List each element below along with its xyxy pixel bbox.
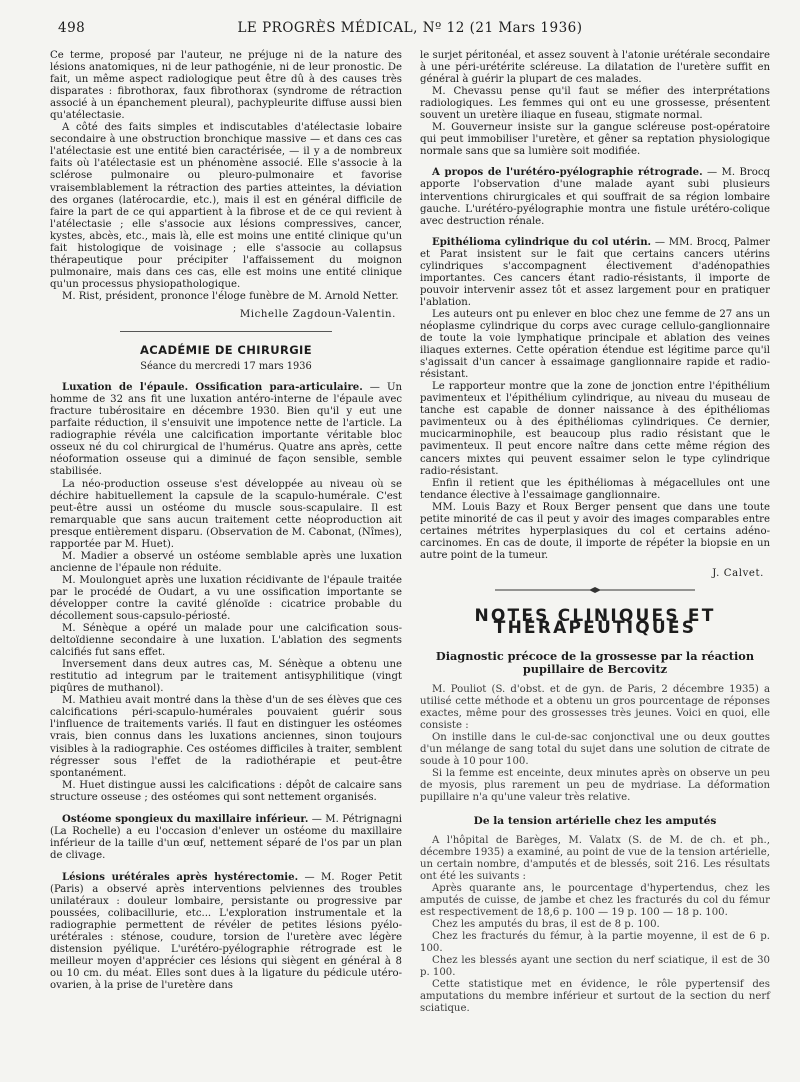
paragraph: M. Rist, président, prononce l'éloge funèbre de M. Arnold Netter.	[62, 290, 399, 302]
paragraph: A l'hôpital de Barèges, M. Valatx (S. de M. de ch. et ph., décembre 1935) a examiné, au point de vue de la tension artérielle, un certain nombre, d'amputés et de blessés, soit 216. Les résultats ont été les suivants :	[420, 834, 770, 882]
article-title: Lésions urétérales après hystérectomie.	[62, 870, 299, 883]
paragraph: M. Madier a observé un ostéome semblable après une luxation ancienne de l'épaule non réduite.	[50, 550, 402, 574]
article-paragraph	[50, 381, 402, 478]
note-title: Diagnostic précoce de la grossesse par la réaction pupillaire de Bercovitz	[435, 649, 755, 677]
paragraph: M. Pouliot (S. d'obst. et de gyn. de Paris, 2 décembre 1935) a utilisé cette méthode et a obtenu un gros pourcentage de réponses exactes, même pour des grossesses très jeunes. Voici en quoi, elle consiste :	[420, 684, 770, 732]
journal-title: LE PROGRÈS MÉDICAL, Nº 12 (21 Mars 1936)	[237, 20, 583, 36]
paragraph: le surjet péritonéal, et assez souvent à l'atonie urétérale secondaire à une péri-urétérite scléreuse. La dilatation de l'uretère suffit en général à guérir la plupart de ces malades.	[420, 50, 770, 86]
author-signature: J. Calvet.	[712, 567, 764, 579]
article-title: Ostéome spongieux du maxillaire inférieur.	[62, 812, 309, 825]
article-title: Luxation de l'épaule. Ossification para-articulaire.	[62, 381, 363, 394]
paragraph: Si la femme est enceinte, deux minutes après on observe un peu de myosis, plus rarement un peu de mydriase. La déformation pupillaire n'a qu'une valeur très relative.	[420, 768, 770, 804]
paragraph: Cette statistique met en évidence, le rôle pypertensif des amputations du membre inférieur et surtout de la section du nerf sciatique.	[420, 979, 770, 1015]
section-title: ACADÉMIE DE CHIRURGIE	[140, 343, 312, 358]
article-title: A propos de l'urétéro-pyélographie rétrograde.	[432, 166, 703, 179]
note-title: De la tension artérielle chez les amputés	[473, 814, 717, 827]
paragraph: Après quarante ans, le pourcentage d'hypertendus, chez les amputés de cuisse, de jambe et chez les fracturés du col du fémur est respectivement de 18,6 p. 100 — 19 p. 100 — 18 p. 100.	[420, 882, 770, 918]
right-column	[420, 50, 770, 1015]
paragraph: M. Huet distingue aussi les calcifications : dépôt de calcaire sans structure osseuse ; des ostéomes qui sont nettement organisés.	[50, 779, 402, 803]
notes-section-title: NOTES CLINIQUES ET THÉRAPEUTIQUES	[474, 605, 716, 639]
paragraph: M. Chevassu pense qu'il faut se méfier des interprétations radiologiques. Les femmes qui ont eu une grossesse, présentent souvent un uretère iliaque en fuseau, stigmate normal.	[420, 86, 770, 122]
article-text: — M. Roger Petit (Paris) a observé après interventions pelviennes des troubles unilatéraux : douleur lombaire, persistante ou progressive par poussées, colibacillurie, etc... L'exploration instrumentale et la radiographie permettent de révéler de petites lésions pyélo-urétérales : sténose, coudure, torsion de l'uretère avec légère distension pyélique. L'urétéro-pyélographie rétrograde est le meilleur moyen d'apprécier ces lésions qui siègent en général à 8 ou 10 cm. du méat. Elles sont dues à la ligature du pédicule utéro-ovarien, à la prise de l'uretère dans	[50, 871, 403, 992]
author-signature: Michelle Zagdoun-Valentin.	[239, 308, 396, 320]
paragraph: Enfin il retient que les épithéliomas à mégacellules ont une tendance élective à l'essaimage ganglionnaire.	[420, 477, 770, 501]
article-text: — Un homme de 32 ans fit une luxation antéro-interne de l'épaule avec fracture tubérositaire en décembre 1930. Bien qu'il y eut une parfaite réduction, il s'ensuivit une impotence nette de l'article. La radiographie révéla une calcification importante véritable bloc osseux né du col chirurgical de l'humérus. Quatre ans après, cette néoformation osseuse qui a diminué de façon sensible, semble stabilisée.	[50, 382, 402, 478]
paragraph: Les auteurs ont pu enlever en bloc chez une femme de 27 ans un néoplasme cylindrique du corps avec curage cellulo-ganglionnaire de toute la voie lymphatique principale et ablation des veines iliaques externes. Cette opération étendue est légitime parce qu'il s'agissait d'un cancer à essaimage ganglionnaire rapide et radio-résistant.	[420, 308, 770, 381]
paragraph: La néo-production osseuse s'est développée au niveau où se déchire habituellement la capsule de la scapulo-humérale. C'est peut-être aussi un ostéome du muscle sous-scapulaire. Il est remarquable que sans aucun traitement cette néoproduction ait presque entièrement disparu. (Observation de M. Cabonat, (Nîmes), rapportée par M. Huet).	[50, 478, 402, 550]
left-column	[50, 50, 402, 992]
paragraph: Chez les fracturés du fémur, à la partie moyenne, il est de 6 p. 100.	[420, 930, 770, 954]
paragraph: Le rapporteur montre que la zone de jonction entre l'épithélium pavimenteux et l'épithélium cylindrique, au niveau du museau de tanche est capable de donner naissance à des épithéliomas pavimenteux ou à des épithéliomas cylindriques. Ce dernier, mucicarminophile, est beaucoup plus radio résistant que le pavimenteux. Il peut encore naître dans cette même région des cancers mixtes qui peuvent essaimer selon le type cylindrique radio-résistant.	[420, 381, 770, 477]
article-text: — M. Pétrignagni (La Rochelle) a eu l'occasion d'enlever un ostéome du maxillaire inférieur de la taille d'un œuf, nettement séparé de l'os par un plan de clivage.	[50, 813, 402, 861]
article-text: — MM. Brocq, Palmer et Parat insistent sur le fait que certains cancers utérins cylindriques s'accompagnent électivement d'adénopathies importantes. Ces cancers étant radio-résistants, il importe de pouvoir intervenir assez tôt et assez largement pour en pratiquer l'ablation.	[420, 236, 771, 308]
paragraph: On instille dans le cul-de-sac conjonctival une ou deux gouttes d'un mélange de sang total du sujet dans une solution de citrate de soude à 10 pour 100.	[420, 732, 770, 768]
ornament-divider	[420, 586, 770, 594]
article-paragraph	[420, 166, 770, 227]
paragraph: MM. Louis Bazy et Roux Berger pensent que dans une toute petite minorité de cas il peut y avoir des images comparables entre certaines métrites hyperplasiques du col et certains adéno-carcinomes. En cas de doute, il importe de répéter la biopsie en un autre point de la tumeur.	[420, 501, 770, 561]
article-title: Epithélioma cylindrique du col utérin.	[432, 235, 652, 248]
article-paragraph	[420, 236, 770, 309]
article-paragraph	[50, 813, 402, 862]
article-text: — M. Brocq apporte l'observation d'une malade ayant subi plusieurs interventions chirurgicales et qui souffrait de sa région lombaire gauche. L'urétéro-pyélographie montra une fistule urétéro-colique avec destruction rénale.	[420, 167, 770, 227]
paragraph: M. Mathieu avait montré dans la thèse d'un de ses élèves que ces calcifications péri-scapulo-humérales pouvaient guérir sous l'influence de traitements variés. Il faut en distinguer les ostéomes vrais, bien connus dans les luxations anciennes, sinon toujours visibles à la radiographie. Ces ostéomes difficiles à traiter, semblent régresser sous l'effet de la radiothérapie et peut-être spontanément.	[50, 695, 402, 779]
ornament-icon	[495, 586, 695, 594]
paragraph: Ce terme, proposé par l'auteur, ne préjuge ni de la nature des lésions anatomiques, ni de leur pathogénie, ni de leur pronostic. De fait, un même aspect radiologique peut être dû à des causes très disparates : fibrothorax, faux fibrothorax (syndrome de rétraction associé à un épanchement pleural), pachypleurite diffuse aussi bien qu'atélectasie.	[50, 50, 402, 122]
article-paragraph	[50, 871, 402, 992]
paragraph: M. Moulonguet après une luxation récidivante de l'épaule traitée par le procédé de Oudart, a vu une ossification importante se développer contre la cavité glénoïde : cicatrice probable du décollement sous-capsulo-périosté.	[50, 574, 402, 623]
paragraph: Inversement dans deux autres cas, M. Sénèque a obtenu une restitutio ad integrum par le traitement antisyphilitique (vingt piqûres de muthanol).	[50, 659, 402, 695]
section-divider	[120, 331, 331, 332]
paragraph: M. Gouverneur insiste sur la gangue scléreuse post-opératoire qui peut immobiliser l'uretère, et gêner sa reptation physiologique normale sans que sa lumière soit modifiée.	[420, 122, 770, 158]
page-number: 498	[58, 20, 86, 36]
paragraph: A côté des faits simples et indiscutables d'atélectasie lobaire secondaire à une obstruction bronchique massive — et dans ces cas l'atélectasie est une entité bien caractérisée, — il y a de nombreux faits où l'atélectasie est un phénomène associé. Elle s'associe à la sclérose pulmonaire ou pleuro-pulmonaire et favorise vraisemblablement la rétraction des parties atteintes, la déviation des organes (latérocardie, etc.), mais il est en général difficile de faire la part de ce qui appartient à la fibrose et de ce qui revient à l'atélectasie ; elle s'associe aux lésions compressives, cancer, kystes, abcès, etc., mais là, elle est moins une entité clinique qu'un fait histologique de voisinage ; elle s'associe au collapsus thérapeutique pour précipiter l'affaissement du moignon pulmonaire, mais dans ces cas, elle est moins une entité clinique qu'un processus physiopathologique.	[50, 122, 402, 290]
paragraph: M. Sénèque a opéré un malade pour une calcification sous-deltoïdienne secondaire à une luxation. L'ablation des segments calcifiés fut sans effet.	[50, 623, 402, 659]
session-date: Séance du mercredi 17 mars 1936	[140, 361, 312, 373]
paragraph: Chez les blessés ayant une section du nerf sciatique, il est de 30 p. 100.	[420, 955, 770, 979]
paragraph: Chez les amputés du bras, il est de 8 p. 100.	[432, 918, 660, 930]
